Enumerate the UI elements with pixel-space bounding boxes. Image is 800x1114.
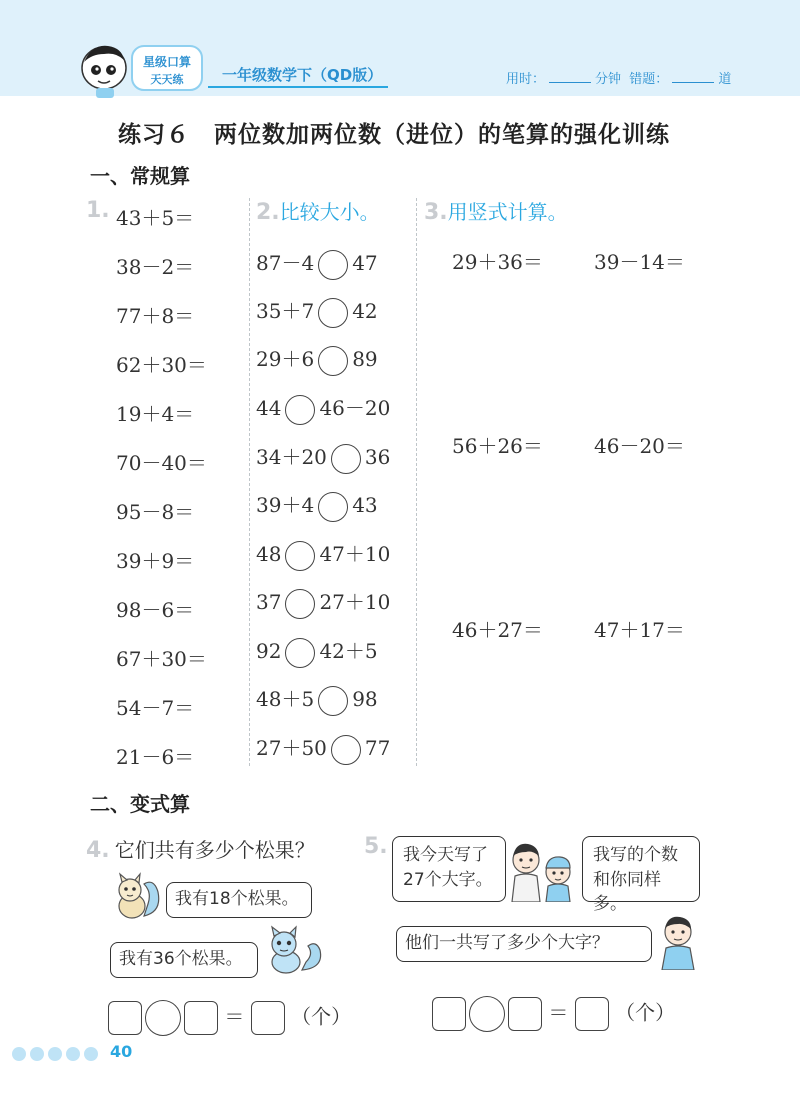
two-children-icon <box>506 836 582 902</box>
answer-box[interactable] <box>184 1001 218 1035</box>
compare-row <box>256 343 378 376</box>
compare-row <box>256 538 390 571</box>
compare-left: 48＋5 <box>256 687 315 711</box>
compare-right: 47 <box>352 251 378 275</box>
speech-bubble <box>396 926 652 962</box>
compare-circle[interactable] <box>285 541 315 571</box>
compare-row <box>256 732 390 765</box>
question-1-number: 1. <box>86 198 110 223</box>
compare-left: 44 <box>256 396 282 420</box>
vertical-calc-item: 56＋26＝ <box>452 434 543 458</box>
page-number: 40 <box>110 1042 133 1061</box>
errors-label: 错题： <box>629 72 669 87</box>
compare-row <box>256 489 378 522</box>
compare-circle[interactable] <box>318 686 348 716</box>
compare-right: 98 <box>352 687 378 711</box>
speech-text: 和你同样多。 <box>593 869 661 915</box>
svg-text:星级口算: 星级口算 <box>142 55 192 69</box>
question-4-title: 它们共有多少个松果？ <box>114 838 315 862</box>
compare-row <box>256 635 378 668</box>
compare-left: 37 <box>256 590 282 614</box>
compare-circle[interactable] <box>318 250 348 280</box>
speech-text: 他们一共写了多少个大字？ <box>405 933 609 953</box>
time-label: 用时： <box>506 72 546 87</box>
compare-row <box>256 441 390 474</box>
speech-bubble <box>110 942 258 978</box>
squirrel-icon <box>262 924 326 976</box>
equals-sign: ＝ <box>548 1000 569 1025</box>
unit-label: （个） <box>291 1004 352 1029</box>
svg-text:天天练: 天天练 <box>150 73 184 86</box>
compare-row <box>256 247 378 280</box>
question-3-header <box>424 196 568 225</box>
column-divider <box>416 198 417 766</box>
speech-text: 我写的个数 <box>593 845 678 865</box>
title-underline <box>208 86 388 88</box>
compare-left: 48 <box>256 542 282 566</box>
brand-logo <box>78 42 206 100</box>
time-and-errors <box>506 68 731 87</box>
time-unit: 分钟 <box>595 72 622 87</box>
question-4-number: 4. <box>86 838 110 863</box>
compare-row <box>256 683 378 716</box>
compare-left: 34＋20 <box>256 445 327 469</box>
compare-right: 36 <box>364 445 391 469</box>
compare-right: 89 <box>352 347 378 371</box>
compare-circle[interactable] <box>331 444 361 474</box>
section-heading-variant: 二、变式算 <box>90 792 190 816</box>
speech-bubble <box>582 836 700 915</box>
q1-item: 39＋9＝ <box>116 549 195 573</box>
question-2-title: 比较大小。 <box>279 200 380 224</box>
squirrel-icon <box>108 872 164 922</box>
answer-box[interactable] <box>251 1001 285 1035</box>
child-icon <box>654 910 702 970</box>
question-3-number: 3. <box>424 200 448 225</box>
question-4-header <box>86 834 315 863</box>
compare-circle[interactable] <box>285 395 315 425</box>
speech-text: 27个大字。 <box>403 869 493 890</box>
compare-row <box>256 392 390 425</box>
question-5-number: 5. <box>364 834 388 859</box>
compare-row <box>256 586 390 619</box>
speech-bubble <box>166 882 312 918</box>
q1-item: 77＋8＝ <box>116 304 195 328</box>
exercise-title: 练习６ 两位数加两位数（进位）的笔算的强化训练 <box>118 122 670 148</box>
compare-left: 39＋4 <box>256 493 315 517</box>
equals-sign: ＝ <box>224 1004 245 1029</box>
compare-left: 27＋50 <box>256 736 327 760</box>
q1-item: 38－2＝ <box>116 255 195 279</box>
book-title: 一年级数学下（QD版） <box>222 66 383 84</box>
q1-item: 95－8＝ <box>116 500 195 524</box>
answer-equation-q5 <box>432 996 675 1032</box>
answer-box[interactable] <box>575 997 609 1031</box>
q1-item: 62＋30＝ <box>116 353 207 377</box>
vertical-calc-item: 39－14＝ <box>594 250 685 274</box>
vertical-calc-item: 46－20＝ <box>594 434 685 458</box>
operator-circle[interactable] <box>145 1000 181 1036</box>
compare-circle[interactable] <box>318 298 348 328</box>
q1-item: 19＋4＝ <box>116 402 195 426</box>
q1-item: 54－7＝ <box>116 696 195 720</box>
question-2-header <box>256 196 380 225</box>
q1-item: 67＋30＝ <box>116 647 207 671</box>
compare-circle[interactable] <box>331 735 361 765</box>
compare-right: 27＋10 <box>319 590 391 614</box>
q1-item: 70－40＝ <box>116 451 207 475</box>
speech-text: 我有18个松果。 <box>175 889 299 909</box>
vertical-calc-item: 29＋36＝ <box>452 250 543 274</box>
question-2-number: 2. <box>256 200 280 225</box>
speech-text: 我有36个松果。 <box>119 949 243 969</box>
column-divider <box>249 198 250 766</box>
answer-equation-q4 <box>108 1000 351 1036</box>
speech-bubble <box>392 836 506 902</box>
compare-left: 29＋6 <box>256 347 315 371</box>
compare-circle[interactable] <box>318 346 348 376</box>
footer-dots-decoration <box>12 1046 102 1065</box>
compare-row <box>256 295 378 328</box>
errors-blank[interactable] <box>672 72 714 83</box>
answer-box[interactable] <box>432 997 466 1031</box>
q1-item: 98－6＝ <box>116 598 195 622</box>
q1-item: 21－6＝ <box>116 745 195 769</box>
compare-right: 47＋10 <box>319 542 391 566</box>
answer-box[interactable] <box>108 1001 142 1035</box>
unit-label: （个） <box>615 1000 676 1025</box>
speech-text: 我今天写了 <box>403 845 488 865</box>
operator-circle[interactable] <box>469 996 505 1032</box>
compare-right: 42＋5 <box>319 639 378 663</box>
question-3-title: 用竖式计算。 <box>447 200 568 224</box>
compare-right: 42 <box>352 299 378 323</box>
time-blank[interactable] <box>549 72 591 83</box>
compare-right: 77 <box>364 736 391 760</box>
compare-right: 43 <box>352 493 378 517</box>
compare-circle[interactable] <box>285 638 315 668</box>
vertical-calc-item: 47＋17＝ <box>594 618 685 642</box>
compare-circle[interactable] <box>318 492 348 522</box>
answer-box[interactable] <box>508 997 542 1031</box>
section-heading-regular: 一、常规算 <box>90 164 190 188</box>
compare-left: 35＋7 <box>256 299 315 323</box>
q1-item: 43＋5＝ <box>116 206 195 230</box>
compare-left: 87－4 <box>256 251 315 275</box>
compare-right: 46－20 <box>319 396 391 420</box>
vertical-calc-item: 46＋27＝ <box>452 618 543 642</box>
errors-unit: 道 <box>718 72 732 87</box>
compare-circle[interactable] <box>285 589 315 619</box>
compare-left: 92 <box>256 639 282 663</box>
